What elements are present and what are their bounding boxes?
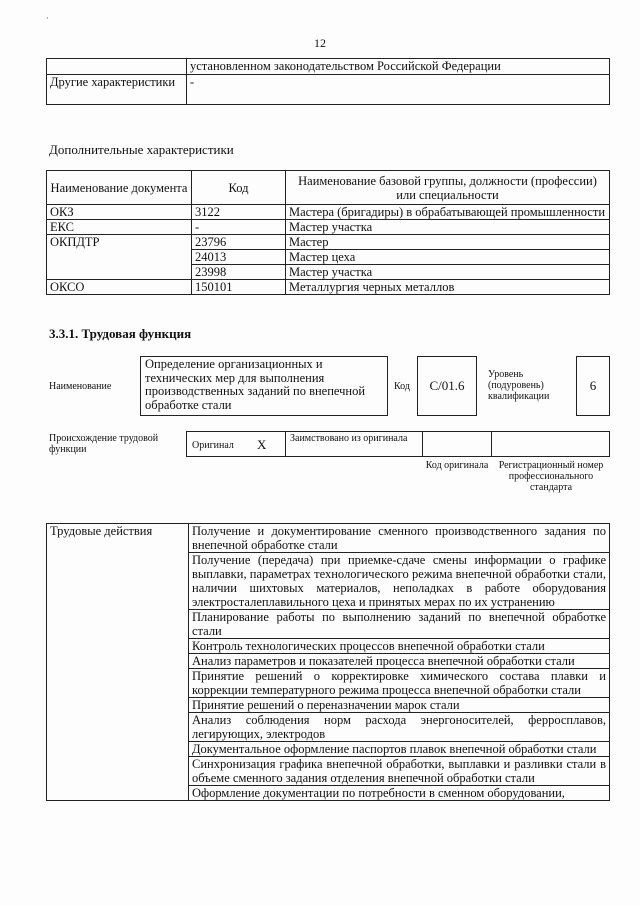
cell-doc: ОКЗ xyxy=(47,205,192,220)
origin-label: Происхождение трудовой функции xyxy=(49,433,159,455)
cell-code: 24013 xyxy=(192,250,286,265)
cell-code: 3122 xyxy=(192,205,286,220)
original-mark: X xyxy=(257,437,267,452)
cell-name: Мастер участка xyxy=(286,220,610,235)
labor-actions-table xyxy=(46,523,610,801)
list-item: Получение и документирование сменного производственного задания по внепечной обработке стали xyxy=(189,524,610,553)
qualification-level-box: 6 xyxy=(576,356,610,416)
cell-code: 150101 xyxy=(192,280,286,295)
registration-number-box xyxy=(491,431,610,457)
additional-characteristics-table xyxy=(46,170,610,295)
list-item: Принятие решений о корректировке химического состава плавки и коррекции температурного режима процесса внепечной обработки стали xyxy=(189,669,610,698)
cell-name: Металлургия черных металлов xyxy=(286,280,610,295)
section-heading: 3.3.1. Трудовая функция xyxy=(49,326,192,341)
list-item: Анализ соблюдения норм расхода энергоносителей, ферросплавов, легирующих, электродов xyxy=(189,713,610,742)
col-header-name: Наименование базовой группы, должности (профессии) или специальности xyxy=(286,171,610,205)
list-item: Получение (передача) при приемке-сдаче смены информации о графике выплавки, параметрах технологического режима внепечной обработки стали, наличии шихтовых материалов, неполадках в работе оборудования электросталеплавильного цеха и принятых мерах по их устранению xyxy=(189,553,610,610)
col-header-document: Наименование документа xyxy=(47,171,192,205)
other-characteristics-label: Другие характеристики xyxy=(47,75,187,105)
cell-name: Мастер участка xyxy=(286,265,610,280)
list-item: Документальное оформление паспортов плавок внепечной обработки стали xyxy=(189,742,610,757)
list-item: Принятие решений о переназначении марок стали xyxy=(189,698,610,713)
qualification-level-label: Уровень (подуровень) квалификации xyxy=(488,369,550,402)
original-code-caption: Код оригинала xyxy=(425,460,489,471)
cell-name: Мастер xyxy=(286,235,610,250)
registration-number-caption: Регистрационный номер профессионального стандарта xyxy=(498,460,604,493)
cell-name: Мастера (бригадиры) в обрабатывающей промышленности xyxy=(286,205,610,220)
list-item: Контроль технологических процессов внепечной обработки стали xyxy=(189,639,610,654)
list-item: Оформление документации по потребности в сменном оборудовании, xyxy=(189,786,610,801)
cell-code: - xyxy=(192,220,286,235)
function-code-box: С/01.6 xyxy=(417,356,477,416)
cell-code: 23796 xyxy=(192,235,286,250)
cell-doc: ОКСО xyxy=(47,280,192,295)
cell-doc: ОКПДТР xyxy=(47,235,192,280)
original-label: Оригинал xyxy=(192,440,234,451)
page-number: 12 xyxy=(314,36,326,50)
table-row xyxy=(47,220,610,235)
scan-dot: · xyxy=(46,14,49,23)
table-row xyxy=(47,235,610,250)
table-row xyxy=(47,280,610,295)
additional-characteristics-title: Дополнительные характеристики xyxy=(49,142,234,157)
list-item: Синхронизация графика внепечной обработки, выплавки и разливки стали в объеме сменного задания отделения внепечной обработки стали xyxy=(189,757,610,786)
education-requirement-text: установленном законодательством Российской Федерации xyxy=(187,59,610,75)
original-box xyxy=(186,431,286,457)
other-characteristics-value: - xyxy=(187,75,610,105)
list-item: Планирование работы по выполнению заданий по внепечной обработке стали xyxy=(189,610,610,639)
table-row xyxy=(47,205,610,220)
name-label: Наименование xyxy=(49,381,112,392)
function-name-box: Определение организационных и технических мер для выполнения производственных заданий по внепечной обработке стали xyxy=(140,356,388,416)
borrowed-box: Заимствовано из оригинала xyxy=(285,431,423,457)
cell-doc: ЕКС xyxy=(47,220,192,235)
characteristics-table xyxy=(46,58,610,105)
col-header-code: Код xyxy=(192,171,286,205)
labor-actions-label: Трудовые действия xyxy=(47,524,189,801)
cell-code: 23998 xyxy=(192,265,286,280)
code-label: Код xyxy=(394,381,410,392)
cell-name: Мастер цеха xyxy=(286,250,610,265)
original-code-box xyxy=(422,431,492,457)
list-item: Анализ параметров и показателей процесса внепечной обработки стали xyxy=(189,654,610,669)
